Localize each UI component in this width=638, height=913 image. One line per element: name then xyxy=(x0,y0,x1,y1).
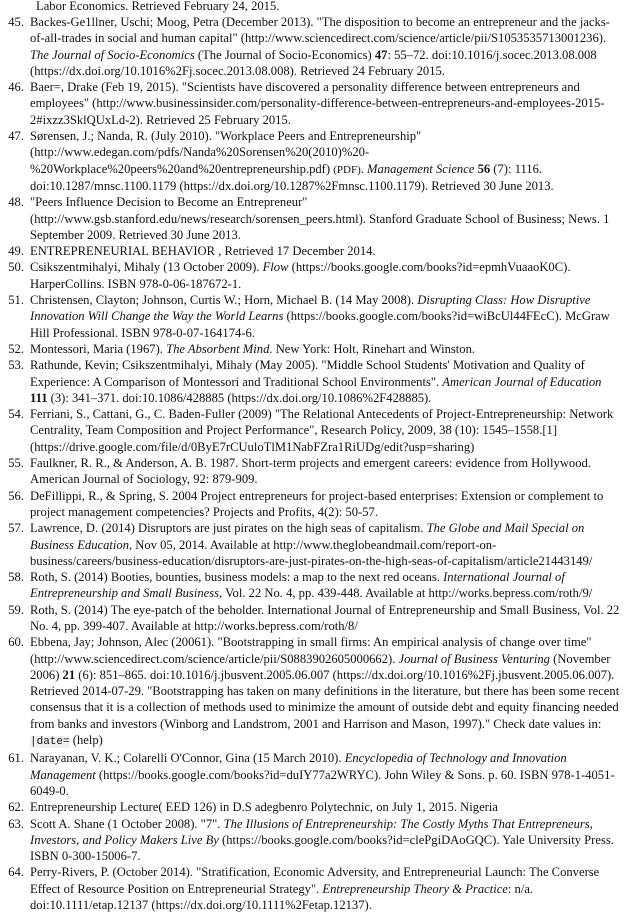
ref-text: ENTREPRENEURIAL BEHAVIOR , Retrieved 17 December 2014. xyxy=(30,244,376,259)
ref-text: Rathunde, Kevin; Csikszentmihalyi, Mihaly (May 2005). "Middle School Students' Motivation and Quality of Experience: A Comparison of Montessori and Traditional School Environments". xyxy=(30,358,585,389)
reference-item xyxy=(0,243,638,259)
reference-body xyxy=(30,357,622,406)
reference-item xyxy=(0,14,638,79)
reference-item xyxy=(0,520,638,569)
reference-number: 58. xyxy=(8,570,24,585)
ref-text: DeFillippi, R., & Spring, S. 2004 Project entrepreneurs for project-based enterprises: Extension or complement to project management competencies? Projects and Profits, 4(2): 50-57. xyxy=(30,488,604,519)
ref-title: Encyclopedia of Technology and Innovation Management xyxy=(30,751,567,782)
ref-text-2: . New York: Holt, Rinehart and Winston. xyxy=(269,341,476,356)
reference-body xyxy=(30,864,622,913)
reference-body xyxy=(30,569,622,602)
reference-item xyxy=(0,569,638,602)
reference-body xyxy=(30,79,622,128)
reference-item xyxy=(0,816,638,865)
reference-44-continuation: Labor Economics. Retrieved February 24, 2015. xyxy=(36,0,280,13)
reference-number: 48. xyxy=(8,195,24,210)
reference-body xyxy=(30,341,622,357)
ref-text-2: (https://books.google.com/books?id=clePgiDAoGQC). Yale University Press. ISBN 0-300-15006-7. xyxy=(30,832,614,864)
ref-text: Perry-Rivers, P. (October 2014). "Stratification, Economic Adversity, and Entrepreneurial Launch: The Converse Effect of Resource Position on Entrepreneurial Strategy". xyxy=(30,865,600,896)
ref-title: The Journal of Socio-Economics xyxy=(30,47,195,62)
reference-item xyxy=(0,194,638,243)
reference-number: 51. xyxy=(8,293,24,308)
reference-body xyxy=(30,128,622,194)
ref-detail: (3): 341–371. doi:10.1086/428885 (https://dx.doi.org/10.1086%2F428885). xyxy=(47,390,432,405)
reference-body xyxy=(30,488,622,521)
ref-title: The Absorbent Mind xyxy=(166,341,270,356)
reference-number: 62. xyxy=(8,800,24,815)
reference-number: 53. xyxy=(8,358,24,373)
reference-body xyxy=(30,406,622,455)
reference-item xyxy=(0,79,638,128)
ref-text: Roth, S. (2014) The eye-patch of the beholder. International Journal of Entrepreneurship and Small Business, Vol. 22 No. 4, pp. 399-407. Available at http://works.bepress.com/roth/8/ xyxy=(30,602,620,633)
reference-item xyxy=(0,750,638,799)
reference-body xyxy=(30,14,622,79)
reference-item xyxy=(0,864,638,913)
reference-number: 49. xyxy=(8,244,24,259)
ref-title: Flow xyxy=(262,260,289,275)
reference-item xyxy=(0,488,638,521)
reference-item xyxy=(0,799,638,815)
reference-body xyxy=(30,816,622,865)
ref-text: Lawrence, D. (2014) Disruptors are just pirates on the high seas of capitalism. xyxy=(30,521,427,536)
ref-text: Faulkner, R. R., & Anderson, A. B. 1987. Short-term projects and emergent careers: evidence from Hollywood. American Journal of Sociology, 92: 879-909. xyxy=(30,456,591,487)
reference-number: 60. xyxy=(8,635,24,650)
reference-number: 63. xyxy=(8,816,24,831)
ref-text-2: (https://books.google.com/books?id=wiBcUl44FEcC). McGraw Hill Professional. ISBN 978-0-07-164174-6. xyxy=(30,309,610,340)
ref-text-2: . xyxy=(360,161,368,176)
ref-detail: : 55–72. doi:10.1016/j.socec.2013.08.008 (https://dx.doi.org/10.1016%2Fj.socec.2013.08.008). Retrieved 24 February 2015. xyxy=(30,47,597,78)
ref-text: "Peers Influence Decision to Become an Entrepreneur" (http://www.gsb.stanford.edu/news/research/sorensen_peers.html). Stanford Graduate School of Business; News. 1 September 2009. Retrieved 30 June 2013. xyxy=(30,195,610,242)
ref-text-2: (November 2006) xyxy=(30,651,611,682)
ref-help: (help) xyxy=(69,733,103,748)
reference-number: 47. xyxy=(8,129,24,144)
reference-number: 50. xyxy=(8,260,24,275)
reference-item xyxy=(0,259,638,292)
ref-text: Christensen, Clayton; Johnson, Curtis W.; Horn, Michael B. (14 May 2008). xyxy=(30,293,418,308)
ref-title: Entrepreneurship Theory & Practice xyxy=(322,881,508,896)
ref-text: Baer=, Drake (Feb 19, 2015). "Scientists have discovered a personality difference between entrepreneurs and employees" (http://www.businessinsider.com/personality-difference-between-entrepreneurs-and-employees-2015-2#ixzz3SklQUxLd-2). Retrieved 25 February 2015. xyxy=(30,80,605,127)
reference-body xyxy=(30,194,622,243)
ref-text: Montessori, Maria (1967). xyxy=(30,341,167,356)
ref-detail: (7): 1116. doi:10.1287/mnsc.1100.1179 (https://dx.doi.org/10.1287%2Fmnsc.1100.1179). Retrieved 30 June 2013. xyxy=(30,161,554,193)
ref-text: Ferriani, S., Cattani, G., C. Baden-Fuller (2009) "The Relational Antecedents of Project-Entrepreneurship: Network Centrality, Team Composition and Project Performance", Research Policy, 2009, 38 (10): 1545–1558.[1] (https://drive.google.com/file/d/0ByE7rCUuloTlM1NabFZra1RiUDg/edit?usp=sharing) xyxy=(30,407,614,454)
reference-body xyxy=(30,259,622,292)
ref-volume: 21 xyxy=(62,667,76,682)
ref-text: Entrepreneurship Lecture( EED 126) in D.S adegbenro Polytechnic, on July 1, 2015. Nigeria xyxy=(30,800,498,815)
reference-number: 56. xyxy=(8,488,24,503)
reference-body xyxy=(30,520,622,569)
ref-title: Disrupting Class: How Disruptive Innovation Will Change the Way the World Learns xyxy=(30,293,591,324)
ref-title: American Journal of Education xyxy=(442,374,602,389)
ref-title: Journal of Business Venturing xyxy=(398,651,550,666)
ref-code: |date= xyxy=(30,736,70,749)
ref-text-2: (The Journal of Socio-Economics) xyxy=(194,47,375,62)
ref-title: International Journal of Entrepreneurship and Small Business xyxy=(30,570,565,601)
ref-text-2: , Vol. 22 No. 4, pp. 439-448. Available at http://works.bepress.com/roth/9/ xyxy=(219,586,593,601)
reference-body xyxy=(30,455,622,488)
reference-item xyxy=(0,357,638,406)
reference-number: 52. xyxy=(8,341,24,356)
ref-title: Management Science xyxy=(367,161,475,176)
reference-number: 57. xyxy=(8,521,24,536)
reference-item xyxy=(0,602,638,635)
reference-number: 55. xyxy=(8,456,24,471)
pdf-label: (PDF) xyxy=(333,163,361,176)
ref-volume: 56 xyxy=(477,161,491,176)
reference-body xyxy=(30,602,622,635)
reference-item xyxy=(0,455,638,488)
ref-text-2: (https://books.google.com/books?id=duIY77a2WRYC). John Wiley & Sons. p. 60. ISBN 978-1-4051-6049-0. xyxy=(30,767,615,798)
reference-body xyxy=(30,292,622,341)
reference-item xyxy=(0,406,638,455)
ref-text-2: , Nov 05, 2014. Available at http://www.theglobeandmail.com/report-on-business/careers/business-education/disruptors-are-just-pirates-on-the-high-seas-of-capitalism/article21443149/ xyxy=(30,537,593,568)
ref-text-2: (https://books.google.com/books?id=epmhVuaaoK0C). HarperCollins. ISBN 978-0-06-187672-1. xyxy=(30,260,571,291)
reference-number: 54. xyxy=(8,407,24,422)
ref-title: The Illusions of Entrepreneurship: The Costly Myths That Entrepreneurs, Investors, and Policy Makers Live By xyxy=(30,816,593,847)
ref-text: Scott A. Shane (1 October 2008). "7". xyxy=(30,816,224,831)
reference-item xyxy=(0,634,638,750)
ref-text: Roth, S. (2014) Booties, bounties, business models: a map to the next red oceans. xyxy=(30,570,444,585)
ref-text-2: : n/a. doi:10.1111/etap.12137 (https://dx.doi.org/10.1111%2Fetap.12137). xyxy=(30,881,534,913)
reference-number: 45. xyxy=(8,15,24,29)
reference-item xyxy=(0,128,638,194)
reference-body xyxy=(30,243,622,259)
reference-number: 61. xyxy=(8,751,24,766)
ref-text: Csikszentmihalyi, Mihaly (13 October 2009). xyxy=(30,260,263,275)
ref-volume: 47 xyxy=(374,47,388,62)
reference-body xyxy=(30,799,622,815)
reference-number: 59. xyxy=(8,602,24,617)
reference-list xyxy=(0,14,638,913)
reference-item xyxy=(0,292,638,341)
ref-text: Sørensen, J.; Nanda, R. (July 2010). "Workplace Peers and Entrepreneurship" (http://www.edegan.com/pdfs/Nanda%20Sorensen%20(2010)%20-%20Workplace%20peers%20and%20entrepreneurship.pdf) xyxy=(30,129,422,176)
ref-text: Backes-Ge1llner, Uschi; Moog, Petra (December 2013). "The disposition to become an entrepreneur and the jacks-of-all-trades in social and human capital" (http://www.sciencedirect.com/science/article/pii/S1053535713001236). xyxy=(30,15,610,46)
ref-detail: (6): 851–865. doi:10.1016/j.jbusvent.2005.06.007 (https://dx.doi.org/10.1016%2Fj.jbusvent.2005.06.007). Retrieved 2014-07-29. "Bootstrapping has taken on many definitions in the literature, but there has been some recent consensus that it is a collection of methods used to minimize the amount of outside debt and equity financing needed from banks and investors (Winborg and Landstrom, 2001 and Harrison and Mason, 1997)." Check date values in: xyxy=(30,667,620,731)
ref-text: Ebbena, Jay; Johnson, Alec (20061). "Bootstrapping in small firms: An empirical analysis of change over time" (http://www.sciencedirect.com/science/article/pii/S0883902605000662). xyxy=(30,635,592,666)
reference-body xyxy=(30,634,622,750)
reference-number: 46. xyxy=(8,80,24,95)
reference-number: 64. xyxy=(8,865,24,880)
ref-title: The Globe and Mail Special on Business Education xyxy=(30,521,585,552)
reference-body xyxy=(30,750,622,799)
reference-item xyxy=(0,341,638,357)
ref-volume: 111 xyxy=(30,390,48,405)
ref-text: Narayanan, V. K.; Colarelli O'Connor, Gina (15 March 2010). xyxy=(30,751,345,766)
